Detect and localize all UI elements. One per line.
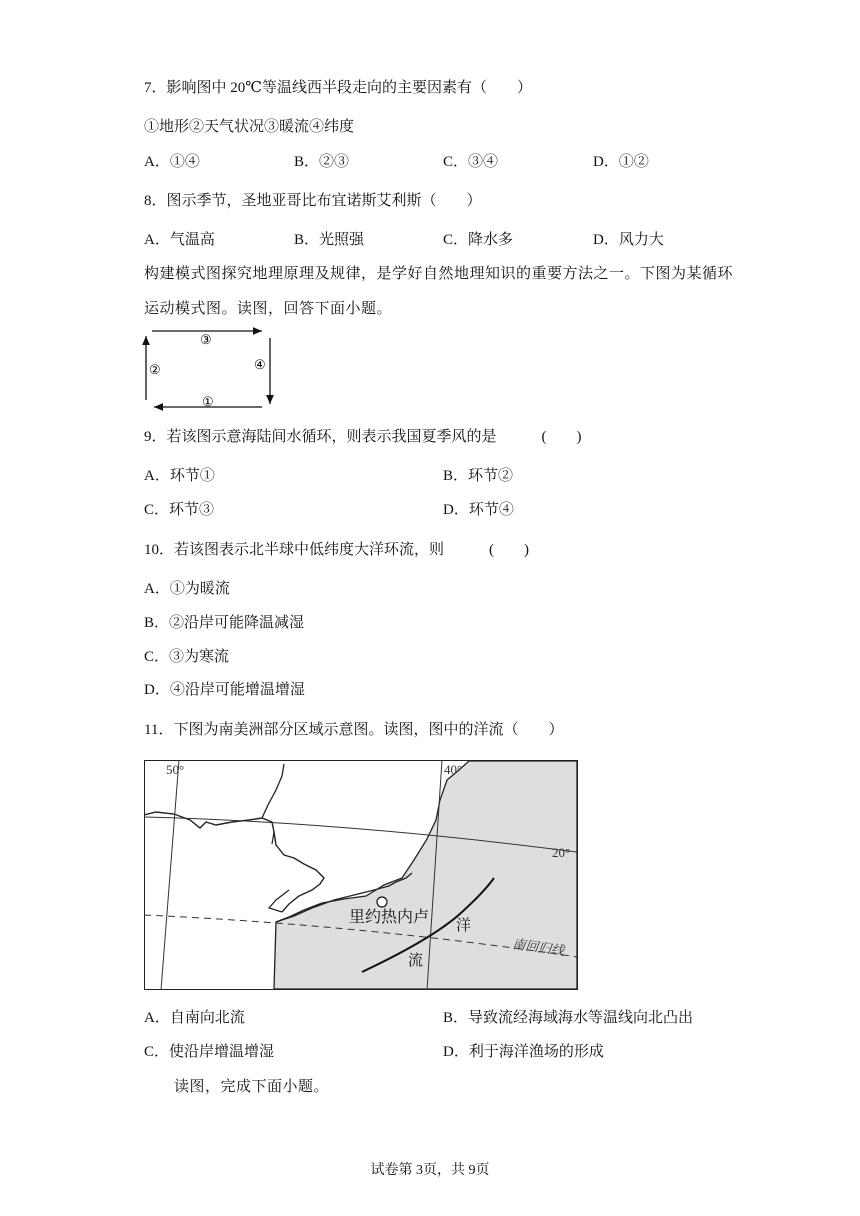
q7-option-b: B．②③ [294, 154, 350, 170]
city-label: 里约热内卢 [349, 909, 430, 926]
cycle-diagram [140, 322, 280, 414]
q7-factors: ①地形②天气状况③暖流④纬度 [144, 119, 355, 135]
cycle-label-3: ③ [200, 332, 212, 347]
cycle-label-4: ④ [254, 357, 266, 372]
q9-option-c: C．环节③ [144, 502, 215, 518]
q8-option-d: D．风力大 [593, 232, 664, 248]
q8-option-b: B．光照强 [294, 232, 365, 248]
q7-option-a: A．①④ [144, 154, 200, 170]
q11-stem: 11．下图为南美洲部分区域示意图。读图，图中的洋流（ ） [144, 722, 564, 738]
current-label-1: 洋 [456, 918, 472, 934]
q11-option-d: D．利于海洋渔场的形成 [443, 1044, 604, 1060]
intro-line-1: 构建模式图探究地理原理及规律，是学好自然地理知识的重要方法之一。下图为某循环 [144, 266, 734, 282]
q10-option-a: A．①为暖流 [144, 581, 230, 597]
cycle-label-1: ① [202, 394, 214, 409]
lat-label-20: 20° [552, 845, 571, 860]
q9-option-b: B．环节② [443, 468, 514, 484]
q10-option-d: D．④沿岸可能增温增湿 [144, 682, 305, 698]
q10-option-c: C．③为寒流 [144, 649, 230, 665]
tropic-label: 南回归线 [511, 936, 566, 959]
q11-option-a: A．自南向北流 [144, 1010, 245, 1026]
q11-option-c: C．使沿岸增温增湿 [144, 1044, 275, 1060]
current-label-2: 流 [408, 953, 424, 969]
q10-stem: 10．若该图表示北半球中低纬度大洋环流，则 ( ) [144, 542, 529, 558]
q7-option-c: C．③④ [443, 154, 499, 170]
q11-option-b: B．导致流经海域海水等温线向北凸出 [443, 1010, 694, 1026]
q9-stem: 9．若该图示意海陆间水循环，则表示我国夏季风的是 ( ) [144, 429, 582, 445]
q7-stem: 7．影响图中 20℃等温线西半段走向的主要因素有（ ） [144, 80, 533, 96]
cycle-label-2: ② [149, 362, 161, 377]
lon-label-40: 40° [444, 762, 463, 777]
q7-option-d: D．①② [593, 154, 649, 170]
next-intro: 读图，完成下面小题。 [174, 1079, 330, 1095]
q8-option-c: C．降水多 [443, 232, 514, 248]
q8-option-a: A．气温高 [144, 232, 215, 248]
lon-label-50: 50° [166, 762, 185, 777]
page-footer: 试卷第 3页，共 9页 [370, 1163, 490, 1178]
intro-line-2: 运动模式图。读图，回答下面小题。 [144, 301, 393, 317]
q8-stem: 8．图示季节，圣地亚哥比布宜诺斯艾利斯（ ） [144, 193, 482, 209]
south-america-map [144, 760, 578, 990]
city-marker [377, 897, 387, 907]
q9-option-d: D．环节④ [443, 502, 514, 518]
q9-option-a: A．环节① [144, 468, 215, 484]
q10-option-b: B．②沿岸可能降温减湿 [144, 615, 305, 631]
